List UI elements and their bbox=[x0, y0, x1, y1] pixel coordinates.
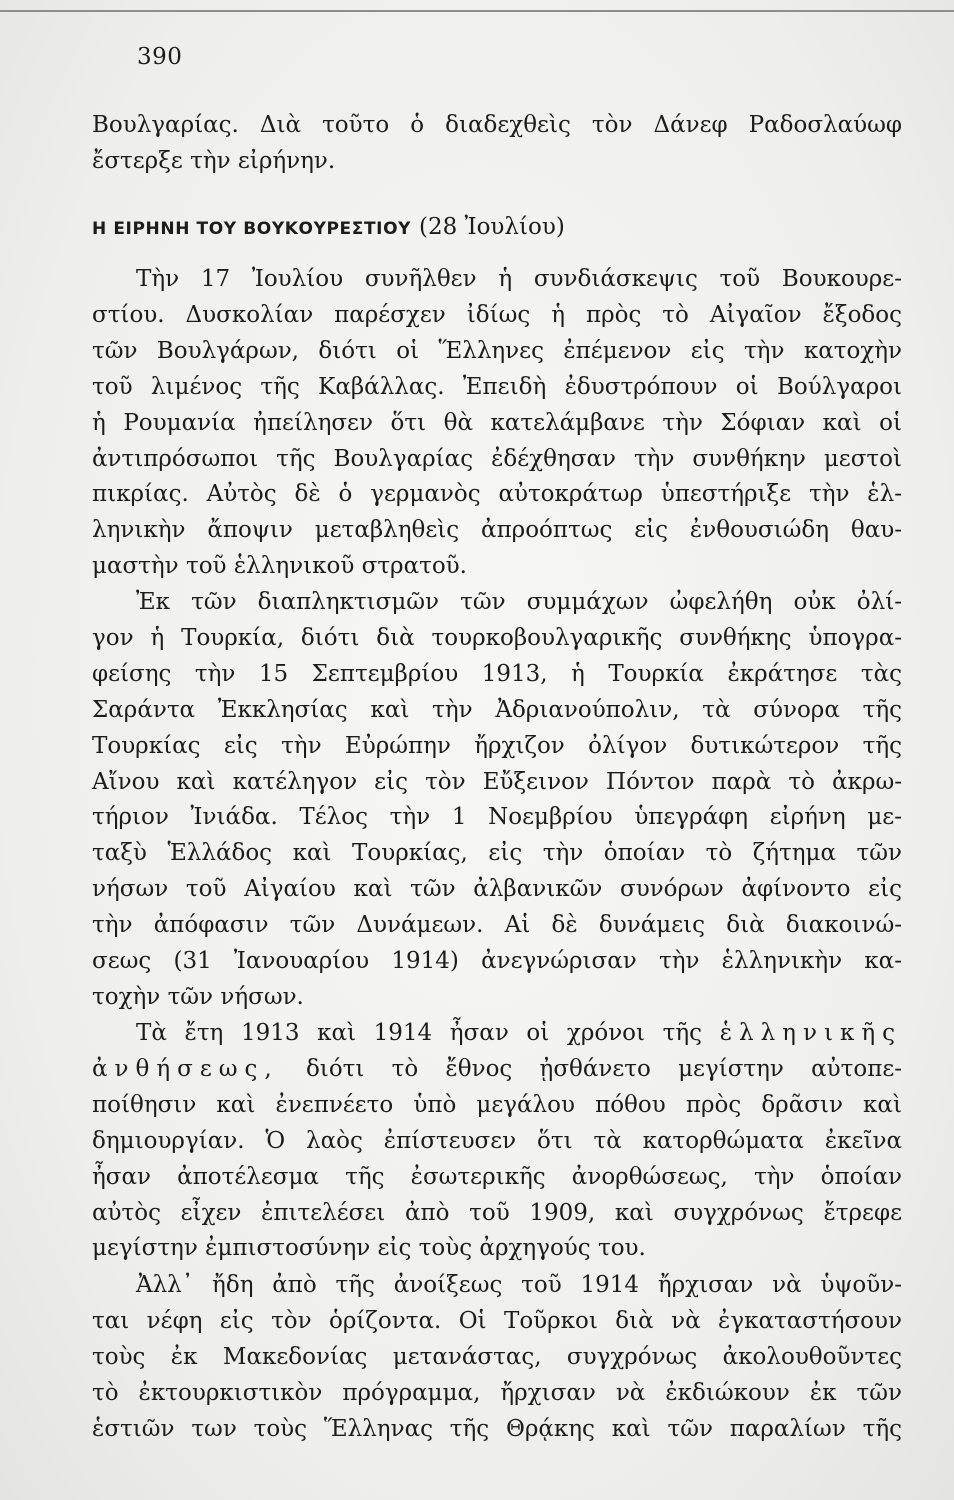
text-line: ποίθησιν καὶ ἐνεπνέετο ὑπὸ μεγάλου πόθου πρὸς δρᾶσιν καὶ bbox=[92, 1091, 902, 1118]
text-line: Ἀλλ᾽ ἤδη ἀπὸ τῆς ἀνοίξεως τοῦ 1914 ἤρχισαν νὰ ὑψοῦν- bbox=[136, 1272, 902, 1298]
top-rule bbox=[0, 10, 954, 12]
text-line: νήσων τοῦ Αἰγαίου καὶ τῶν ἀλβανικῶν συνόρων ἀφίνοντο εἰς bbox=[92, 876, 902, 903]
text-line: ται νέφη εἰς τὸν ὁρίζοντα. Οἱ Τοῦρκοι διὰ νὰ ἐγκαταστήσουν bbox=[92, 1307, 902, 1334]
text-line: πικρίας. Αὐτὸς δὲ ὁ γερμανὸς αὐτοκράτωρ ὑπεστήριξε τὴν ἑλ- bbox=[92, 481, 902, 508]
text-line: Αἴνου καὶ κατέληγον εἰς τὸν Εὔξεινον Πόντον παρὰ τὸ ἀκρω- bbox=[92, 768, 902, 795]
section-heading bbox=[92, 214, 565, 240]
text-line: ἦσαν ἀποτέλεσμα τῆς ἐσωτερικῆς ἀνορθώσεως, τὴν ὁποίαν bbox=[92, 1163, 902, 1190]
text-line: φείσης τὴν 15 Σεπτεμβρίου 1913, ἡ Τουρκία ἐκράτησε τὰς bbox=[92, 660, 902, 687]
intro-paragraph bbox=[92, 108, 902, 180]
text-line: μεγίστην ἐμπιστοσύνην εἰς τοὺς ἀρχηγούς του. bbox=[92, 1235, 646, 1262]
text-line: δημιουργίαν. Ὁ λαὸς ἐπίστευσεν ὅτι τὰ κατορθώματα ἐκεῖνα bbox=[92, 1127, 902, 1154]
text-line: ἑστιῶν των τοὺς Ἕλληνας τῆς Θρᾴκης καὶ τῶν παραλίων τῆς bbox=[92, 1415, 902, 1442]
text-line: ληνικὴν ἄποψιν μεταβληθεὶς ἀπροόπτως εἰς ἐνθουσιώδη θαυ- bbox=[92, 517, 902, 544]
text-line bbox=[92, 1052, 902, 1088]
page-number: 390 bbox=[137, 44, 183, 70]
text-line: στίου. Δυσκολίαν παρέσχεν ἰδίως ἡ πρὸς τὸ Αἰγαῖον ἔξοδος bbox=[92, 301, 902, 328]
paragraph-4 bbox=[92, 1268, 902, 1448]
section-title: Η ΕΙΡΗΝΗ ΤΟΥ ΒΟΥΚΟΥΡΕΣΤΙΟΥ bbox=[92, 219, 412, 239]
text-run: διότι τὸ ἔθνος ᾐσθάνετο μεγίστην αὐτοπε- bbox=[305, 1055, 903, 1082]
text-line: Βουλγαρίας. Διὰ τοῦτο ὁ διαδεχθεὶς τὸν Δάνεφ Ραδοσλαύωφ bbox=[92, 112, 902, 138]
text-line bbox=[92, 1016, 902, 1052]
text-line: τὴν ἀπόφασιν τῶν Δυνάμεων. Αἱ δὲ δυνάμεις διὰ διακοινώ- bbox=[92, 912, 902, 939]
emphasis-spaced: ἀνθήσεως, bbox=[92, 1055, 279, 1082]
text-line: ἔστερξε τὴν εἰρήνην. bbox=[92, 147, 336, 174]
text-line: αὐτὸς εἶχεν ἐπιτελέσει ἀπὸ τοῦ 1909, καὶ συγχρόνως ἔτρεφε bbox=[92, 1199, 902, 1226]
paragraph-3 bbox=[92, 1016, 902, 1267]
text-line: τοχὴν τῶν νήσων. bbox=[92, 983, 304, 1010]
emphasis-spaced: ἑλληνικῆς bbox=[719, 1020, 902, 1046]
text-line: μαστὴν τοῦ ἑλληνικοῦ στρατοῦ. bbox=[92, 553, 467, 580]
text-line: τὸ ἐκτουρκιστικὸν πρόγραμμα, ἤρχισαν νὰ ἐκδιώκουν ἐκ τῶν bbox=[92, 1379, 902, 1406]
text-line: τοὺς ἐκ Μακεδονίας μετανάστας, συγχρόνως ἀκολουθοῦντες bbox=[92, 1343, 902, 1370]
text-line: Ἐκ τῶν διαπληκτισμῶν τῶν συμμάχων ὠφελήθη οὐκ ὀλί- bbox=[136, 589, 902, 615]
paragraph-2 bbox=[92, 585, 902, 1016]
text-line: τήριον Ἰνιάδα. Τέλος τὴν 1 Νοεμβρίου ὑπεγράφη εἰρήνη με- bbox=[92, 804, 902, 831]
text-line: Τουρκίας εἰς τὴν Εὐρώπην ἤρχιζον ὀλίγον δυτικώτερον τῆς bbox=[92, 732, 902, 759]
section-date: (28 Ἰουλίου) bbox=[419, 214, 565, 240]
text-line: Σαράντα Ἐκκλησίας καὶ τὴν Ἀδριανούπολιν, τὰ σύνορα τῆς bbox=[92, 696, 902, 723]
text-line: ταξὺ Ἑλλάδος καὶ Τουρκίας, εἰς τὴν ὁποίαν τὸ ζήτημα τῶν bbox=[92, 840, 902, 867]
paragraph-1 bbox=[92, 262, 902, 585]
text-line: τοῦ λιμένος τῆς Καβάλλας. Ἐπειδὴ ἐδυστρόπουν οἱ Βούλγαροι bbox=[92, 373, 902, 400]
text-line: Τὴν 17 Ἰουλίου συνῆλθεν ἡ συνδιάσκεψις τοῦ Βουκουρε- bbox=[136, 266, 902, 292]
text-line: τῶν Βουλγάρων, διότι οἱ Ἕλληνες ἐπέμενον εἰς τὴν κατοχὴν bbox=[92, 337, 902, 364]
text-line: ἡ Ρουμανία ἠπείλησεν ὅτι θὰ κατελάμβανε τὴν Σόφιαν καὶ οἱ bbox=[92, 409, 902, 436]
text-line: γον ἡ Τουρκία, διότι διὰ τουρκοβουλγαρικῆς συνθήκης ὑπογρα- bbox=[92, 624, 902, 651]
text-line: ἀντιπρόσωποι τῆς Βουλγαρίας ἐδέχθησαν τὴν συνθήκην μεστοὶ bbox=[92, 445, 902, 472]
text-run: Τὰ ἔτη 1913 καὶ 1914 ἦσαν οἱ χρόνοι τῆς bbox=[136, 1020, 703, 1046]
text-line: σεως (31 Ἰανουαρίου 1914) ἀνεγνώρισαν τὴν ἑλληνικὴν κα- bbox=[92, 948, 902, 975]
